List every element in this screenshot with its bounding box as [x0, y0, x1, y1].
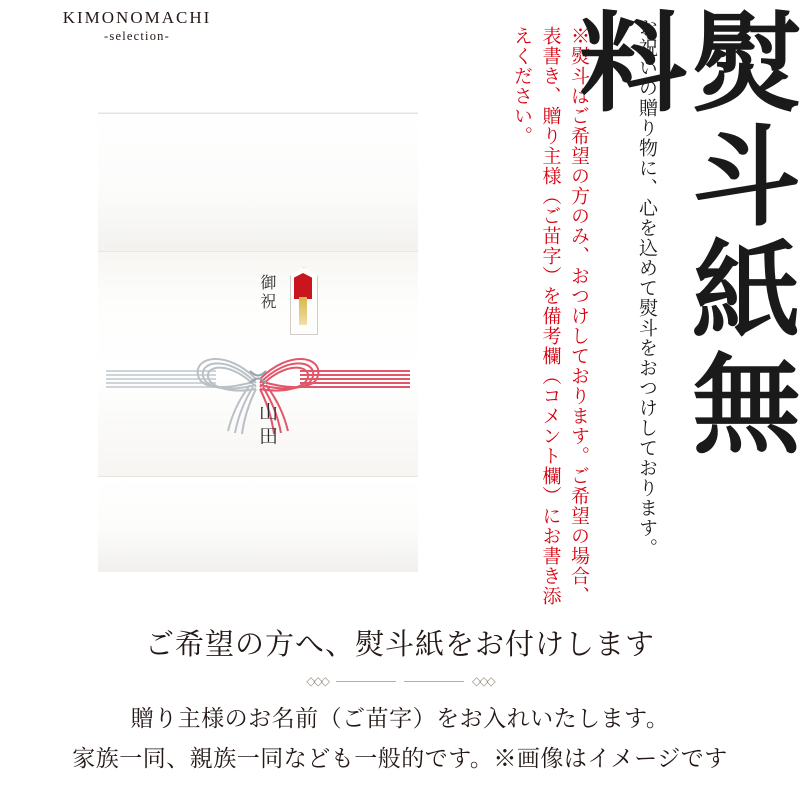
noshi-awabi-icon [290, 267, 316, 333]
divider-diamond-left-icon: ◇◇◇ [306, 673, 328, 688]
caption-primary: ご希望の方へ、熨斗紙をお付けします [144, 629, 655, 661]
paper-fold-line-top [98, 251, 418, 252]
description-black-text: お祝いの贈り物に、心を込めて熨斗をおつけしております。 [636, 18, 657, 558]
noshi-sender-name-text: 山田 [256, 402, 277, 450]
noshi-orn-gold [299, 297, 307, 325]
noshi-paper-top [98, 112, 418, 253]
brand-subtitle: -selection- [104, 29, 170, 43]
caption-tertiary: 家族一同、親族一同なども一般的です。※画像はイメージです [72, 746, 728, 771]
noshi-paper-bottom [98, 477, 418, 572]
noshi-orn-red [294, 273, 312, 299]
noshi-omotegaki-text: 御祝 [258, 274, 275, 312]
page-title: 熨斗紙無料 [562, 6, 795, 462]
brand-lockup [22, 8, 252, 44]
noshi-paper-illustration [98, 112, 418, 572]
brand-name: KIMONOMACHI [62, 8, 212, 27]
caption-secondary: 贈り主様のお名前（ご苗字）をお入れいたします。 [130, 706, 670, 731]
divider-diamond-right-icon: ◇◇◇ [472, 673, 494, 688]
divider-line-left [336, 681, 396, 682]
paper-fold-line-bottom [98, 476, 418, 477]
divider-line-right [404, 681, 464, 682]
description-red-text: ※熨斗はご希望の方のみ、おつけしております。ご希望の場合、表書き、贈り主様（ご苗字）を備考欄（コメント欄）にお書き添えください。 [511, 26, 589, 606]
ornamental-divider [0, 672, 800, 690]
